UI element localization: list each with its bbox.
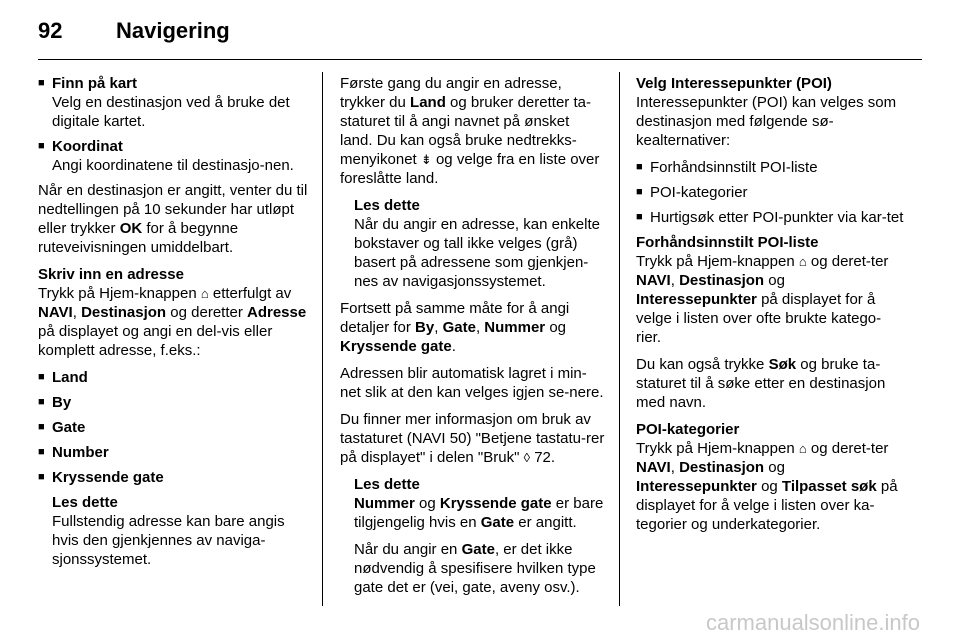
paragraph: Trykk på Hjem-knappen ⌂ og deret-ter NAVI, Destinasjon og Interessepunkter og Tilpasset søk på displayet for å velge i listen over ka-tegorier og underkategorier. (636, 440, 898, 533)
paragraph: Trykk på Hjem-knappen ⌂ og deret-ter NAVI, Destinasjon og Interessepunkter på displayet for å velge i listen over ofte brukte katego-rier. (636, 253, 889, 346)
paragraph: Du kan også trykke Søk og bruke ta-staturet til å søke etter en destinasjon med navn. (636, 356, 886, 411)
home-icon: ⌂ (798, 441, 807, 456)
bullet-text: Angi koordinatene til destinasjo-nen. (52, 157, 294, 174)
section-heading: POI-kategorier (636, 421, 740, 438)
home-icon: ⌂ (798, 254, 807, 269)
page-number: 92 (38, 18, 63, 43)
column-1 (38, 74, 308, 577)
list-item: ■ By (38, 393, 308, 412)
column-2 (340, 74, 605, 605)
column-divider-2 (619, 72, 620, 606)
list-item: ■ Forhåndsinnstilt POI-liste (636, 158, 904, 177)
list-item: ■ Number (38, 443, 308, 462)
bullet-title: ■ Koordinat (52, 138, 123, 155)
list-item: ■ Land (38, 368, 308, 387)
note-text: Nummer og Kryssende gate er bare tilgjengelig hvis en Gate er angitt. (354, 495, 604, 531)
note-box (340, 196, 605, 291)
list-item (38, 74, 308, 131)
list-item: ■ POI-kategorier (636, 183, 904, 202)
note-title: Les dette (354, 476, 420, 493)
page-ref-icon: ◊ (523, 450, 531, 465)
page-header (38, 18, 230, 44)
note-title: Les dette (354, 197, 420, 214)
paragraph: Når en destinasjon er angitt, venter du til nedtellingen på 10 sekunder har utløpt eller trykker OK for å begynne ruteveivisningen umiddelbart. (38, 182, 308, 256)
note-text: Når du angir en adresse, kan enkelte bokstaver og tall ikke velges (grå) basert på adressene som gjenkjen-nes av navigasjonssystemet. (354, 216, 600, 290)
column-3 (636, 74, 904, 542)
list-item: ■ Kryssende gate (38, 468, 308, 487)
paragraph: Første gang du angir en adresse, trykker du Land og bruker deretter ta-staturet til å angi navnet på ønsket land. Du kan også bruke nedtrekks-menyikonet ⇟ og velge fra en liste over foreslåtte land. (340, 75, 600, 187)
section-heading: Skriv inn en adresse (38, 266, 184, 283)
paragraph: Du finner mer informasjon om bruk av tastaturet (NAVI 50) "Betjene tastatu-rer på displayet" i delen "Bruk" ◊ 72. (340, 411, 605, 466)
list-item: ■ Hurtigsøk etter POI-punkter via kar-tet (636, 208, 904, 227)
bullet-text: Velg en destinasjon ved å bruke det digitale kartet. (52, 94, 290, 130)
list-item: ■ Gate (38, 418, 308, 437)
paragraph: Interessepunkter (POI) kan velges som destinasjon med følgende sø-kealternativer: (636, 94, 897, 149)
note-text: Når du angir en Gate, er det ikke nødvendig å spesifisere hvilken type gate det er (vei, gate, aveny osv.). (354, 541, 596, 596)
note-box (340, 475, 605, 597)
section-heading: Forhåndsinnstilt POI-liste (636, 234, 819, 251)
home-icon: ⌂ (200, 286, 209, 301)
section-heading: Velg Interessepunkter (POI) (636, 75, 832, 92)
paragraph: Trykk på Hjem-knappen ⌂ etterfulgt av NAVI, Destinasjon og deretter Adresse på displayet og angi en del-vis eller komplett adresse, f.eks.: (38, 285, 307, 359)
note-title: Les dette (52, 494, 118, 511)
page-title: Navigering (116, 18, 230, 43)
note-box (38, 493, 308, 569)
list-item (38, 137, 308, 175)
paragraph: Fortsett på samme måte for å angi detaljer for By, Gate, Nummer og Kryssende gate. (340, 300, 570, 355)
column-divider-1 (322, 72, 323, 606)
dropdown-icon: ⇟ (420, 152, 432, 167)
note-text: Fullstendig adresse kan bare angis hvis den gjenkjennes av naviga-sjonssystemet. (52, 513, 285, 568)
paragraph: Adressen blir automatisk lagret i min-net slik at den kan velges igjen se-nere. (340, 365, 604, 401)
header-rule (38, 59, 922, 60)
bullet-title: ■ Finn på kart (52, 75, 138, 92)
watermark: carmanualsonline.info (705, 610, 920, 635)
